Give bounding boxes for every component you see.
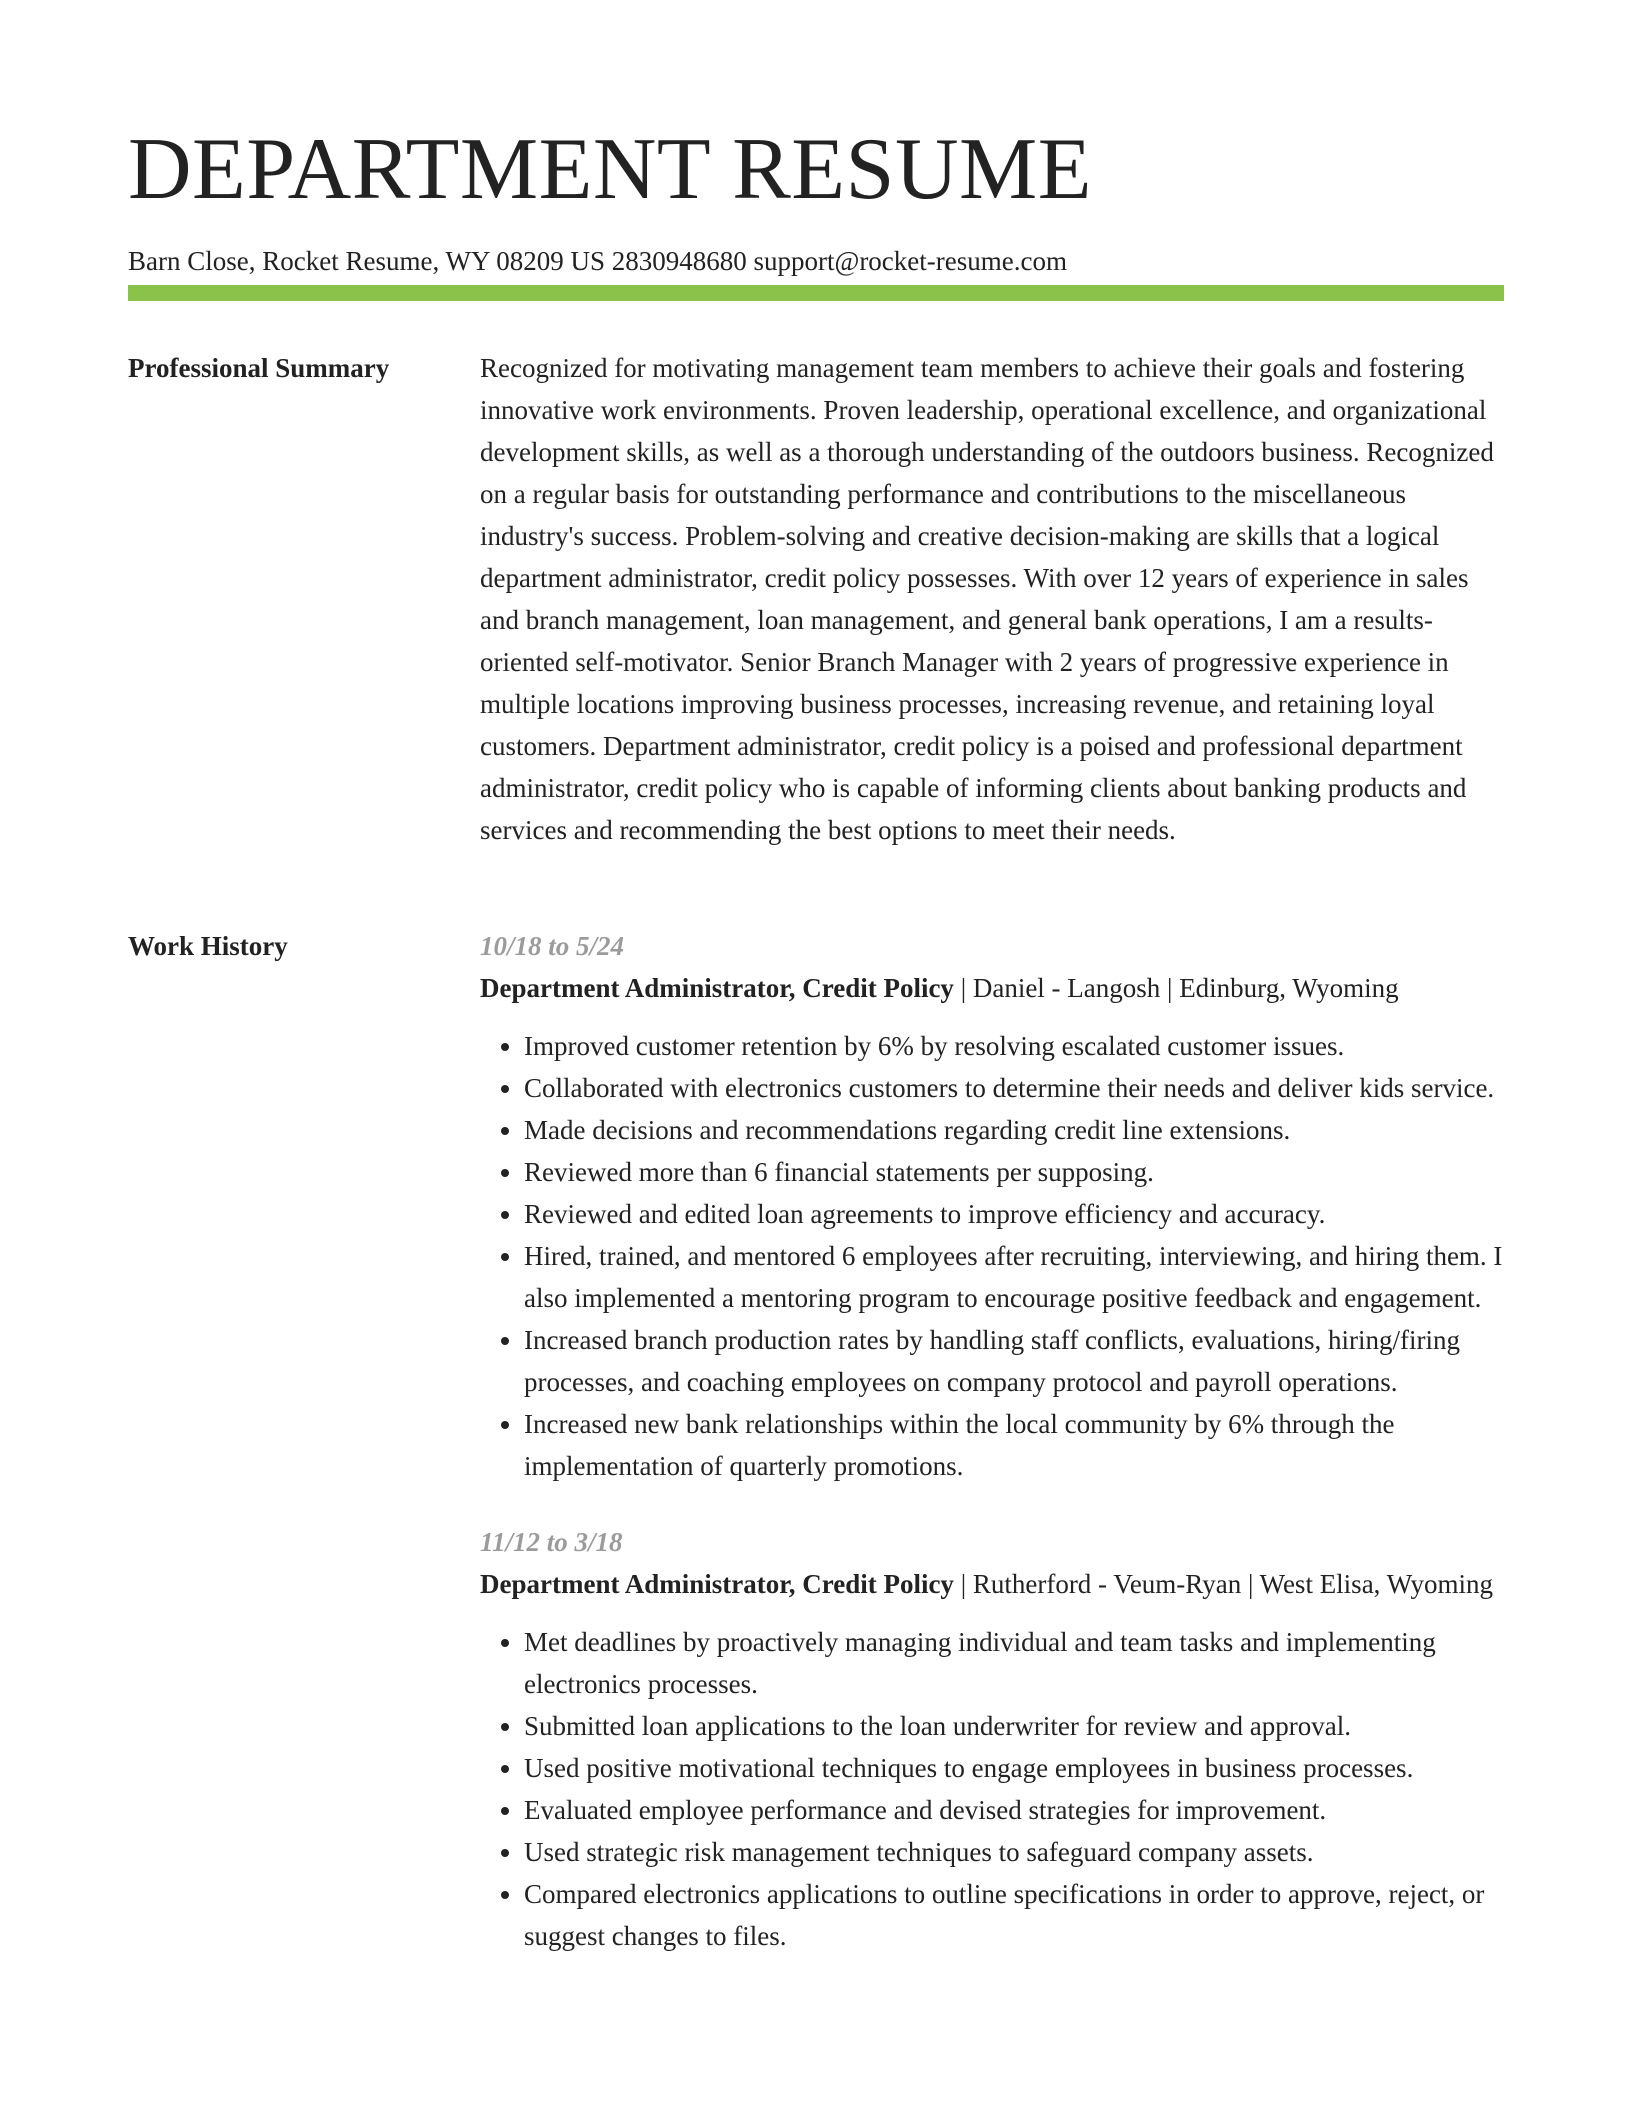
job-heading [480, 967, 1504, 1009]
resume-header [128, 118, 1504, 278]
job-bullet-list [480, 1025, 1504, 1487]
work-history-body [480, 925, 1504, 1991]
header-divider [128, 285, 1504, 301]
resume-name: DEPARTMENT RESUME [128, 121, 1093, 218]
job-title: Department Administrator, Credit Policy [480, 1569, 954, 1599]
section-title-work-history: Work History [128, 931, 288, 961]
summary-text: Recognized for motivating management team members to achieve their goals and fostering innovative work environments. Proven leadership, operational excellence, and organizational development skills, as well as a thorough understanding of the outdoors business. Recognized on a regular basis for outstanding performance and contributions to the miscellaneous industry's success. Problem-solving and creative decision-making are skills that a logical department administrator, credit policy possesses. With over 12 years of experience in sales and branch management, loan management, and general bank operations, I am a results-oriented self-motivator. Senior Branch Manager with 2 years of progressive experience in multiple locations improving business processes, increasing revenue, and retaining loyal customers. Department administrator, credit policy is a poised and professional department administrator, credit policy who is capable of informing clients about banking products and services and recommending the best options to meet their needs. [480, 353, 1494, 845]
job-bullet: • Reviewed and edited loan agreements to improve efficiency and accuracy. [524, 1193, 1504, 1235]
job-bullet: • Improved customer retention by 6% by resolving escalated customer issues. [524, 1025, 1504, 1067]
summary-body [480, 347, 1504, 851]
job-employer-location: | Rutherford - Veum-Ryan | West Elisa, Wyoming [953, 1569, 1494, 1599]
job-heading [480, 1563, 1504, 1605]
section-title-summary: Professional Summary [128, 353, 390, 383]
contact-line: Barn Close, Rocket Resume, WY 08209 US 2830948680 support@rocket-resume.com [128, 246, 1067, 276]
work-history-section [128, 925, 1504, 2112]
job-title: Department Administrator, Credit Policy [480, 973, 954, 1003]
job-bullet: • Made decisions and recommendations regarding credit line extensions. [524, 1109, 1504, 1151]
job-dates: 10/18 to 5/24 [480, 931, 625, 961]
job-employer-location: | Daniel - Langosh | Edinburg, Wyoming [953, 973, 1399, 1003]
job-bullet: • Submitted loan applications to the loan underwriter for review and approval. [524, 1705, 1504, 1747]
job-bullet: • Compared electronics applications to outline specifications in order to approve, reject, or suggest changes to files. [524, 1873, 1504, 1957]
job-bullet: • Increased new bank relationships within the local community by 6% through the implementation of quarterly promotions. [524, 1403, 1504, 1487]
professional-summary-section [128, 347, 1504, 907]
job-bullet: • Evaluated employee performance and devised strategies for improvement. [524, 1789, 1504, 1831]
job-dates: 11/12 to 3/18 [480, 1527, 623, 1557]
job-bullet: • Met deadlines by proactively managing individual and team tasks and implementing electronics processes. [524, 1621, 1504, 1705]
job-bullet: • Increased branch production rates by handling staff conflicts, evaluations, hiring/firing processes, and coaching employees on company protocol and payroll operations. [524, 1319, 1504, 1403]
job-entry [480, 1521, 1504, 1957]
job-bullet: • Used positive motivational techniques to engage employees in business processes. [524, 1747, 1504, 1789]
job-bullet: • Used strategic risk management techniques to safeguard company assets. [524, 1831, 1504, 1873]
job-bullet: • Reviewed more than 6 financial statements per supposing. [524, 1151, 1504, 1193]
job-bullet-list [480, 1621, 1504, 1957]
job-entry [480, 925, 1504, 1487]
job-bullet: • Hired, trained, and mentored 6 employees after recruiting, interviewing, and hiring them. I also implemented a mentoring program to encourage positive feedback and engagement. [524, 1235, 1504, 1319]
job-bullet: • Collaborated with electronics customers to determine their needs and deliver kids service. [524, 1067, 1504, 1109]
